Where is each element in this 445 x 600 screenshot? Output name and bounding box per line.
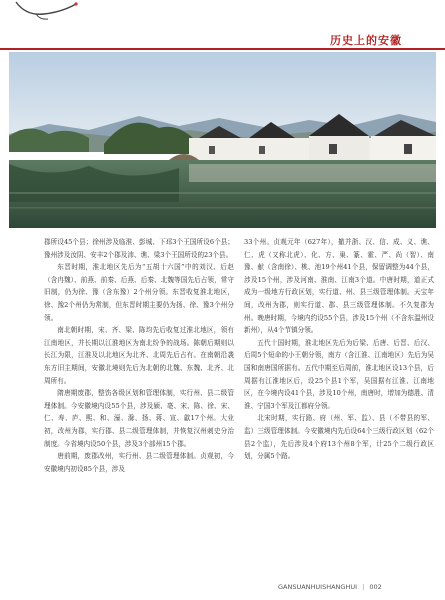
village-lake-image <box>9 52 436 228</box>
page-number: 002 <box>369 583 382 591</box>
paragraph: 东晋时期，淮北地区先后为“五胡十六国”中的刘汉、后赵（含冉魏）、前燕、前秦、后燕、后秦、北魏等国先后占领，常守旧制，仍为徐、豫（含东豫）2个州分领。东晋收复淮北地区，徐、豫2个州仍为常制，但东晋时期主要仍为扬、徐、豫3个州分领。 <box>44 263 234 322</box>
paragraph: 南北朝时期，宋、齐、梁、陈均先后收复过淮北地区，领有江南地区，并长期以江淮地区为南北纷争的战场。陈朝后期则以长江为限，江淮及以北地区为北齐、北周先后占有。在南朝沿袭东方旧主期间，安徽北境则先后为北朝的北魏、东魏、北齐、北周所有。 <box>44 326 234 385</box>
journal-name: GANSUANHUISHANGHUI <box>278 583 358 591</box>
page-header <box>0 0 445 52</box>
footer-separator: | <box>362 583 365 591</box>
landscape-photo <box>9 52 436 228</box>
paragraph: 五代十国时期，淮北地区先后为后梁、后唐、后晋、后汉、后周5个短命的小王朝分领，南方（含江淮、江南地区）先后为吴国和南唐国所据有。五代中期至后周前，淮北地区设13个县，后周据有江淮地区后，设25个县1个军，吴国据有江淮、江南地区，在今境内设41个县，涉及10个州，南唐时，增加为德胜、清淮、宁国3个军及江都府分领。 <box>244 338 434 410</box>
article-column-left <box>44 236 234 475</box>
section-title: 历史上的安徽 <box>330 34 402 47</box>
paragraph: 隋唐期废郡，整饬各级区划和管理体制，实行州、县二级管理体制。今安徽境内设55个县，涉及颍、亳、宋、陈、徐、宋、仁、寿、庐、熙、和、濠、滁、扬、蒋、宣、歙17个州。大业初，改州为郡，实行郡、县二级管理体制，并恢复汉州刺史分治制度。今省境内设50个县，涉及3个部州15个郡。 <box>44 389 234 448</box>
article-column-right <box>244 236 434 463</box>
plum-branch-decoration <box>14 0 84 22</box>
page-footer <box>278 583 382 591</box>
paragraph: 唐前期，废郡改州，实行州、县二级管理体制。贞观初，今安徽境内初设85个县，涉及 <box>44 452 234 473</box>
paragraph: 郡所设45个县；徐州涉及临淮、彭城、下邳3个王国所设6个县；豫州涉及汝阴、安丰2个郡及沛、谯、梁3个王国所设的23个县。 <box>44 238 234 259</box>
title-rule <box>0 48 445 50</box>
paragraph: 33个州。贞观元年（627年），撤并浙、汉、信、成、义、谯、仁、虎（又称北虎）、化、方、巢、篆、霍、严、尚（智）、南豫、献（含南徐）、桃、池19个州41个县，保留调整为44个县，涉及15个州，涉及河南、淮南、江南3个道。中唐时期，道正式成为一级地方行政区划，实行道、州、县三级管理体制。天宝年间，改州为郡，则实行道、郡、县三级管理体制。不久复郡为州。晚唐时期，今境内约设55个县，涉及15个州（不含东温州设新州），从4个节镇分领。 <box>244 238 434 335</box>
paragraph: 北宋时期，实行路、府（州、军、监）、县（不带县的军、监）三级管理体制。今安徽境内先后设64个三级行政区划（62个县2个监），先后涉及4个府13个州8个军，计25个二级行政区划，分属5个路。 <box>244 414 434 461</box>
